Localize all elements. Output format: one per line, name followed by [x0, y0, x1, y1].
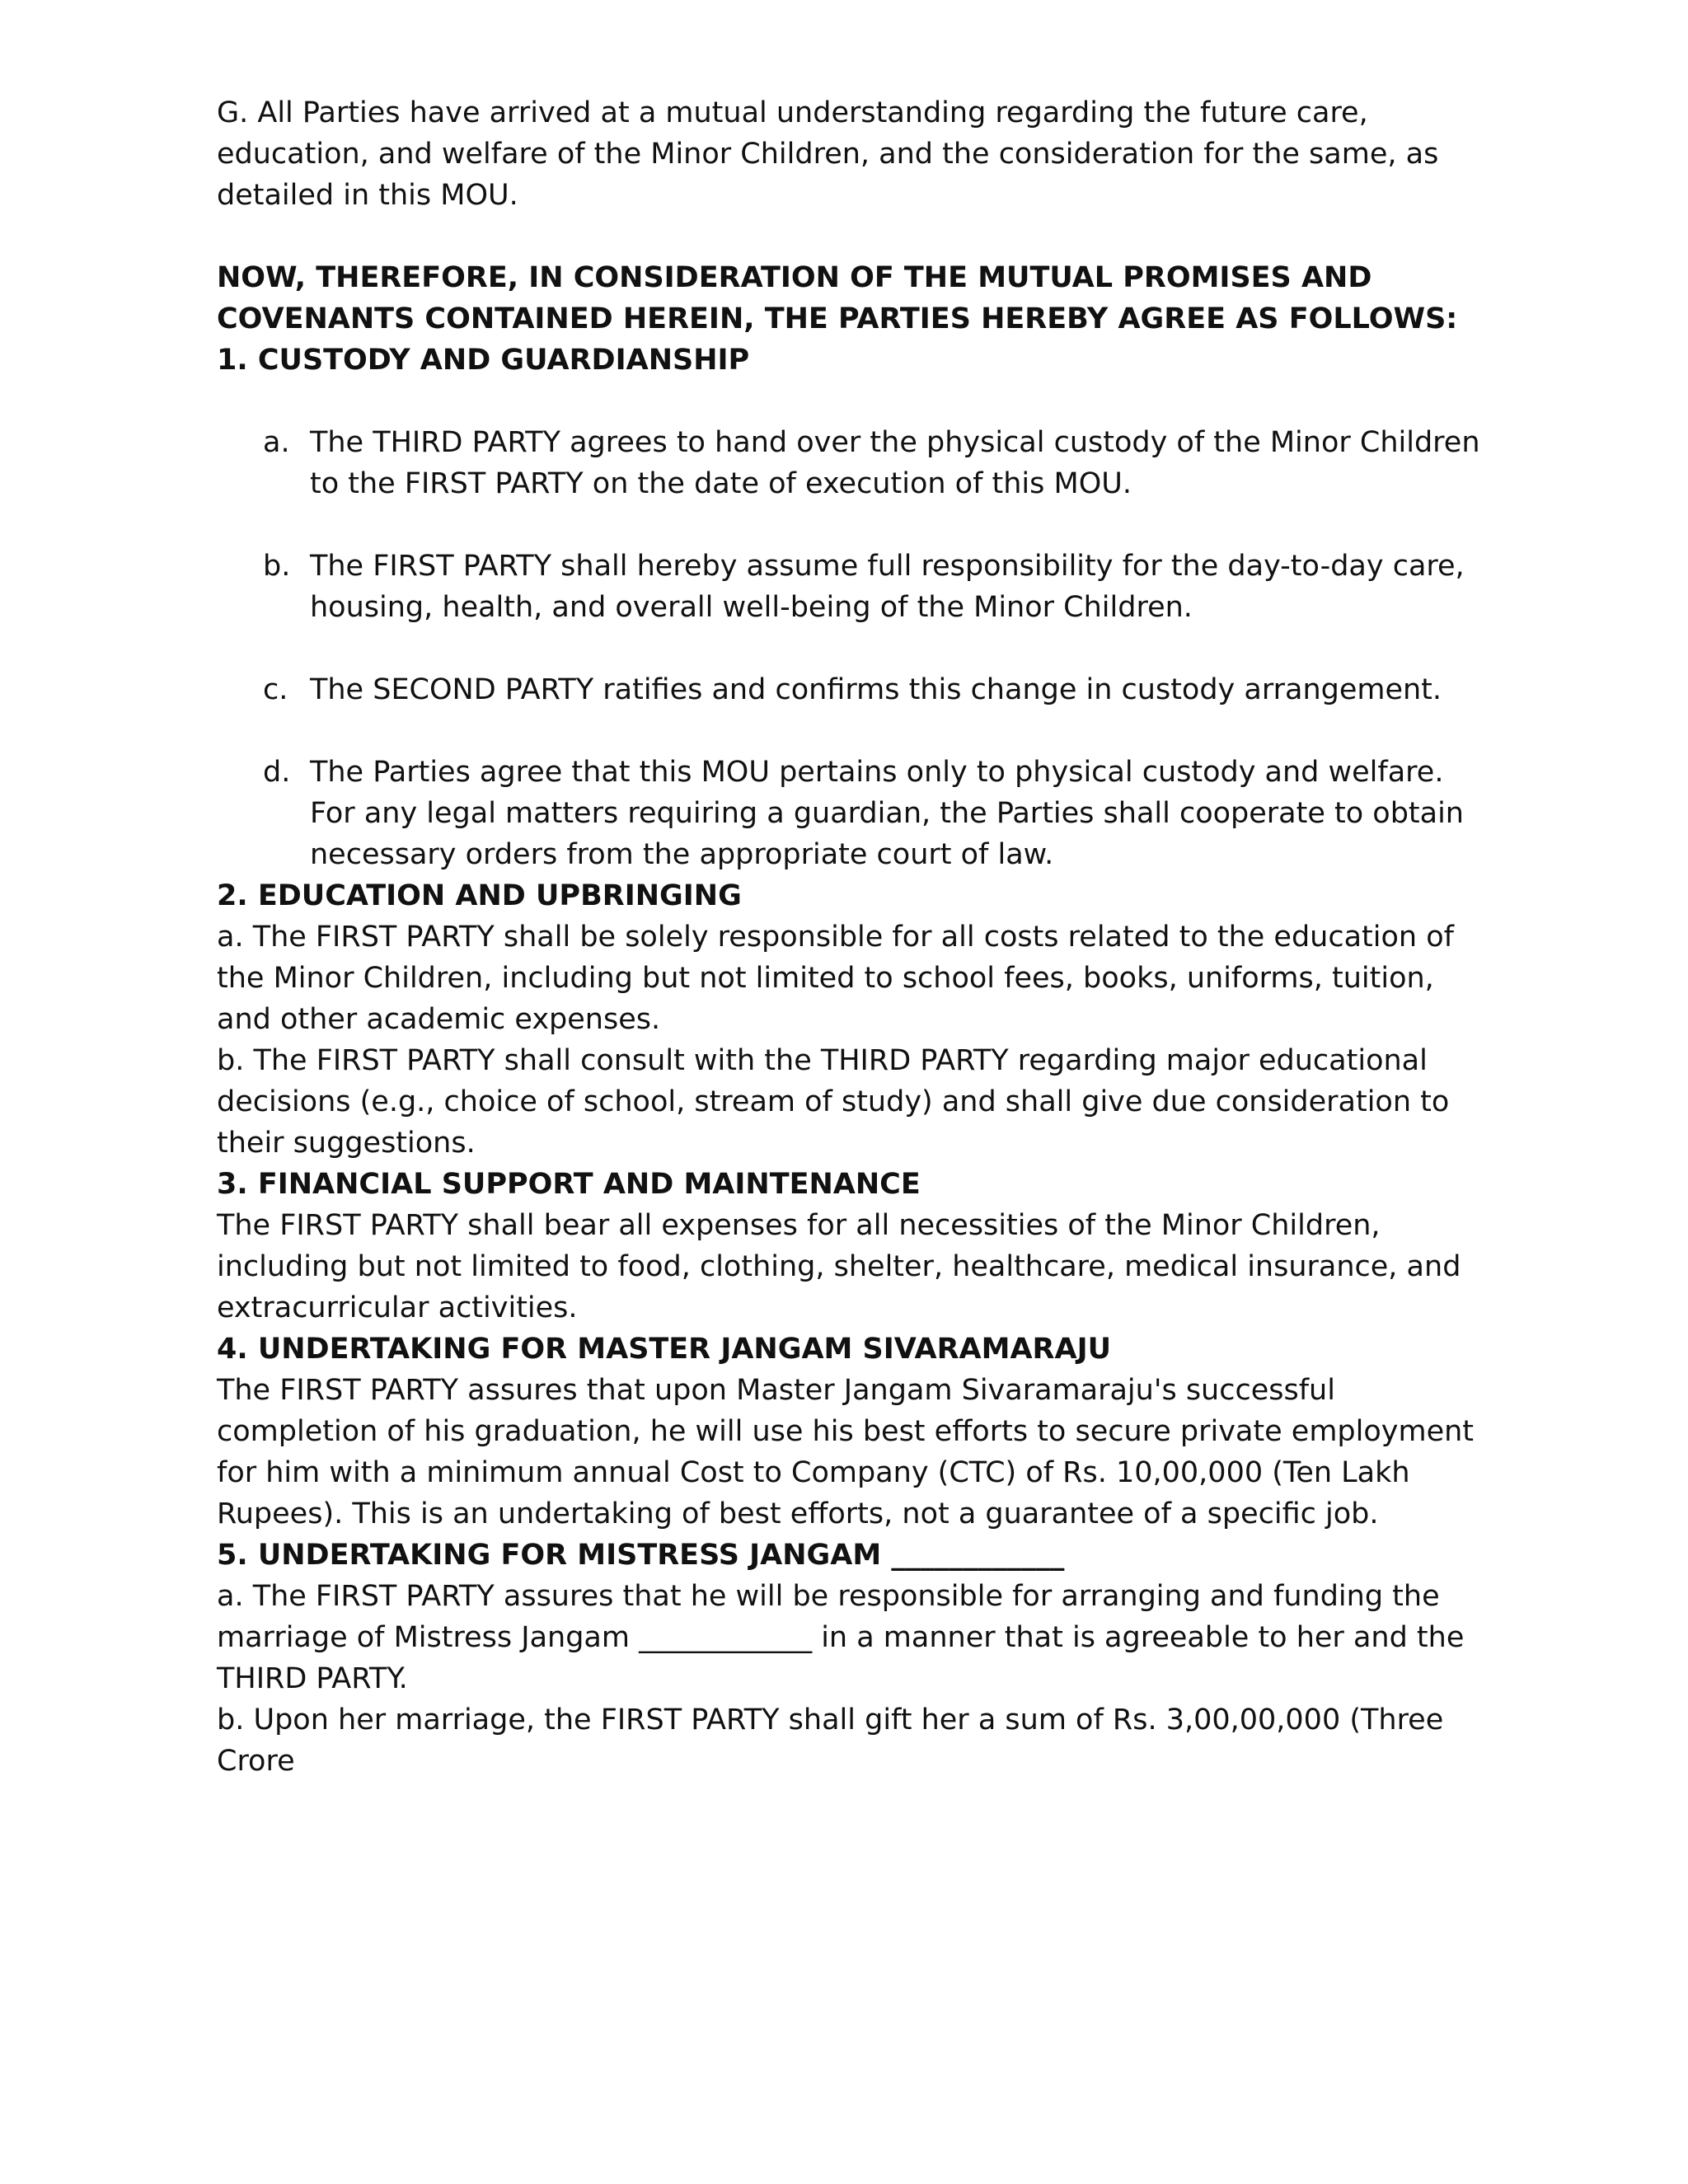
document-page [217, 92, 1486, 1782]
section-5-clause-b: b. Upon her marriage, the FIRST PARTY shall gift her a sum of Rs. 3,00,00,000 (Three Crore [217, 1704, 1444, 1778]
list-marker: b. [263, 550, 291, 583]
list-marker: c. [263, 673, 288, 706]
section-5-heading: 5. UNDERTAKING FOR MISTRESS JANGAM ____________ [217, 1539, 1065, 1572]
list-item-text: The FIRST PARTY shall hereby assume full responsibility for the day-to-day care, housing, health, and overall well-being of the Minor Children. [310, 550, 1465, 624]
list-item [217, 669, 1486, 710]
section-2-heading: 2. EDUCATION AND UPBRINGING [217, 879, 742, 912]
section-4-heading: 4. UNDERTAKING FOR MASTER JANGAM SIVARAMARAJU [217, 1333, 1112, 1366]
list-marker: a. [263, 426, 290, 459]
recital-g: G. All Parties have arrived at a mutual understanding regarding the future care, education, and welfare of the Minor Children, and the consideration for the same, as detailed in this MOU. [217, 96, 1439, 212]
list-item-text: The Parties agree that this MOU pertains only to physical custody and welfare. For any legal matters requiring a guardian, the Parties shall cooperate to obtain necessary orders from the appropriate court of law. [310, 756, 1464, 871]
now-therefore-clause: NOW, THEREFORE, IN CONSIDERATION OF THE MUTUAL PROMISES AND COVENANTS CONTAINED HEREIN, THE PARTIES HEREBY AGREE AS FOLLOWS: [217, 261, 1458, 335]
list-item [217, 546, 1486, 628]
section-2-clause-b: b. The FIRST PARTY shall consult with the THIRD PARTY regarding major educational decisions (e.g., choice of school, stream of study) and shall give due consideration to their suggestions. [217, 1044, 1450, 1160]
list-marker: d. [263, 756, 291, 789]
section-1-heading: 1. CUSTODY AND GUARDIANSHIP [217, 344, 750, 377]
list-item [217, 752, 1486, 875]
section-1-list [217, 422, 1486, 875]
section-3-text: The FIRST PARTY shall bear all expenses for all necessities of the Minor Children, including but not limited to food, clothing, shelter, healthcare, medical insurance, and extracurricular activities. [217, 1209, 1461, 1324]
list-item [217, 422, 1486, 504]
section-2-clause-a: a. The FIRST PARTY shall be solely responsible for all costs related to the education of the Minor Children, including but not limited to school fees, books, uniforms, tuition, and other academic expenses. [217, 921, 1454, 1036]
list-item-text: The SECOND PARTY ratifies and confirms this change in custody arrangement. [310, 673, 1442, 706]
list-item-text: The THIRD PARTY agrees to hand over the physical custody of the Minor Children to the FIRST PARTY on the date of execution of this MOU. [310, 426, 1480, 500]
section-4-text: The FIRST PARTY assures that upon Master Jangam Sivaramaraju's successful completion of his graduation, he will use his best efforts to secure private employment for him with a minimum annual Cost to Company (CTC) of Rs. 10,00,000 (Ten Lakh Rupees). This is an undertaking of best efforts, not a guarantee of a specific job. [217, 1374, 1475, 1530]
section-5-clause-a: a. The FIRST PARTY assures that he will be responsible for arranging and funding the marriage of Mistress Jangam ____________ in a manner that is agreeable to her and the THIRD PARTY. [217, 1580, 1465, 1695]
section-3-heading: 3. FINANCIAL SUPPORT AND MAINTENANCE [217, 1168, 921, 1201]
